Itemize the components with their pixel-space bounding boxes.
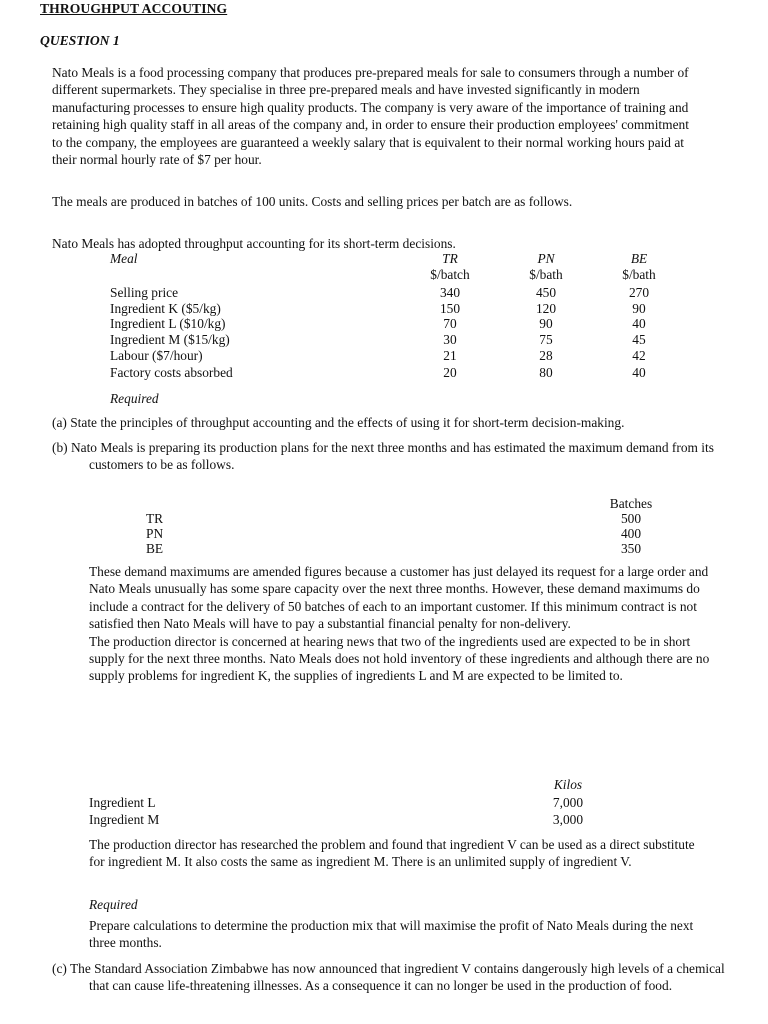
meal-header: Meal [110,251,138,266]
demand-row [146,525,666,540]
cell: 40 [632,365,646,381]
table-row [110,364,670,380]
cell: 28 [539,347,553,363]
prepare-paragraph: Prepare calculations to determine the production mix that will maximise the profit of Nato Meals during the next three months. [89,918,694,951]
cell: 150 [439,300,461,316]
ingredient-row [89,794,609,811]
substitute-paragraph: The production director has researched the problem and found that ingredient V can be used as a direct substitute for ingredient M. It also costs the same as ingredient M. There is an unlimited supply of ingredient V. [89,837,695,870]
cell: 90 [539,316,553,332]
intro-paragraph: Nato Meals is a food processing company that produces pre-prepared meals for sale to consumers through a number of different supermarkets. They specialise in three pre-prepared meals and have invested significantly in modern manufacturing processes to ensure high quality products. The company is very aware of the importance of training and retaining high quality staff in all areas of the company and, in order to ensure their production employees' commitment to the company, the employees are guaranteed a weekly salary that is equivalent to their normal working hours paid at their normal hourly rate of $7 per hour. [52,65,689,168]
cell: 80 [539,365,553,381]
ingredient-name: Ingredient L [89,795,156,810]
part-a: (a) State the principles of throughput accounting and the effects of using it for short-term decision-making. [52,415,625,430]
table-row [110,315,670,331]
table-row [110,284,670,300]
required-label: Required [110,391,159,406]
cell: 70 [443,316,457,332]
meal-name: TR [146,511,164,526]
meal-name: PN [146,525,164,541]
cost-table [110,250,670,380]
cell: 20 [443,365,457,381]
demand-row [146,510,666,525]
part-b: (b) Nato Meals is preparing its production plans for the next three months and has estimated the maximum demand from its customers to be as follows. [52,440,714,473]
table-row [110,300,670,316]
col-header-pn: PN [537,251,555,266]
row-label: Factory costs absorbed [110,365,233,381]
meal-name: BE [146,540,164,556]
cell: 75 [539,331,553,347]
unit-pn: $/bath [529,266,563,282]
ingredient-row [89,811,609,828]
cell: 30 [443,331,457,347]
cost-table-header [110,250,670,266]
row-label: Selling price [110,285,179,301]
adopted-paragraph: Nato Meals has adopted throughput accounting for its short-term decisions. [52,236,456,251]
cell: 120 [535,300,557,316]
part-c: (c) The Standard Association Zimbabwe has now announced that ingredient V contains dangerously high levels of a chemical that can cause life-threatening illnesses. As a consequence it can no longer be used in the production of food. [52,961,725,994]
cell: 450 [535,285,557,301]
cell: 21 [443,347,457,363]
table-row [110,347,670,363]
ingredient-name: Ingredient M [89,812,160,827]
row-label: Ingredient M ($15/kg) [110,331,230,347]
document-title: THROUGHPUT ACCOUTING [40,1,228,16]
cell: 90 [632,300,646,316]
row-label: Labour ($7/hour) [110,347,203,363]
ingredient-kilos: 7,000 [552,795,584,810]
table-row [110,331,670,347]
cell: 270 [628,285,650,301]
ingredients-table [89,794,609,828]
cell: 340 [439,285,461,301]
cell: 42 [632,347,646,363]
director-paragraph: The production director is concerned at hearing news that two of the ingredients used are expected to be in short supply for the next three months. Nato Meals does not hold inventory of these ingredients and although there are no supply problems for ingredient K, the supplies of ingredients L and M are expected to be limited to. [89,633,710,684]
batches-value: 500 [620,511,642,526]
demand-paragraph: These demand maximums are amended figures because a customer has just delayed its request for a large order and Nato Meals unusually has some spare capacity over the next three months. However, these demand maximums do include a contract for the delivery of 50 batches of each to an important customer. If this minimum contract is not satisfied then Nato Meals will have to pay a substantial financial penalty for non-delivery. [89,564,709,632]
unit-tr: $/batch [430,266,470,282]
col-header-be: BE [630,251,648,266]
row-label: Ingredient L ($10/kg) [110,316,226,332]
demand-paragraphs [89,563,719,685]
batches-paragraph: The meals are produced in batches of 100 units. Costs and selling prices per batch are as follows. [52,194,573,209]
required-label-2: Required [89,897,138,912]
kilos-header: Kilos [553,777,583,792]
demand-table [146,510,666,554]
row-label: Ingredient K ($5/kg) [110,300,221,316]
ingredient-kilos: 3,000 [552,812,584,827]
col-header-tr: TR [442,251,458,266]
cost-table-units [110,266,670,282]
cell: 45 [632,331,646,347]
batches-value: 350 [620,540,642,556]
cell: 40 [632,316,646,332]
batches-header: Batches [609,496,653,511]
batches-value: 400 [620,525,642,541]
unit-be: $/bath [622,266,656,282]
question-title: QUESTION 1 [40,33,120,48]
demand-row [146,540,666,555]
